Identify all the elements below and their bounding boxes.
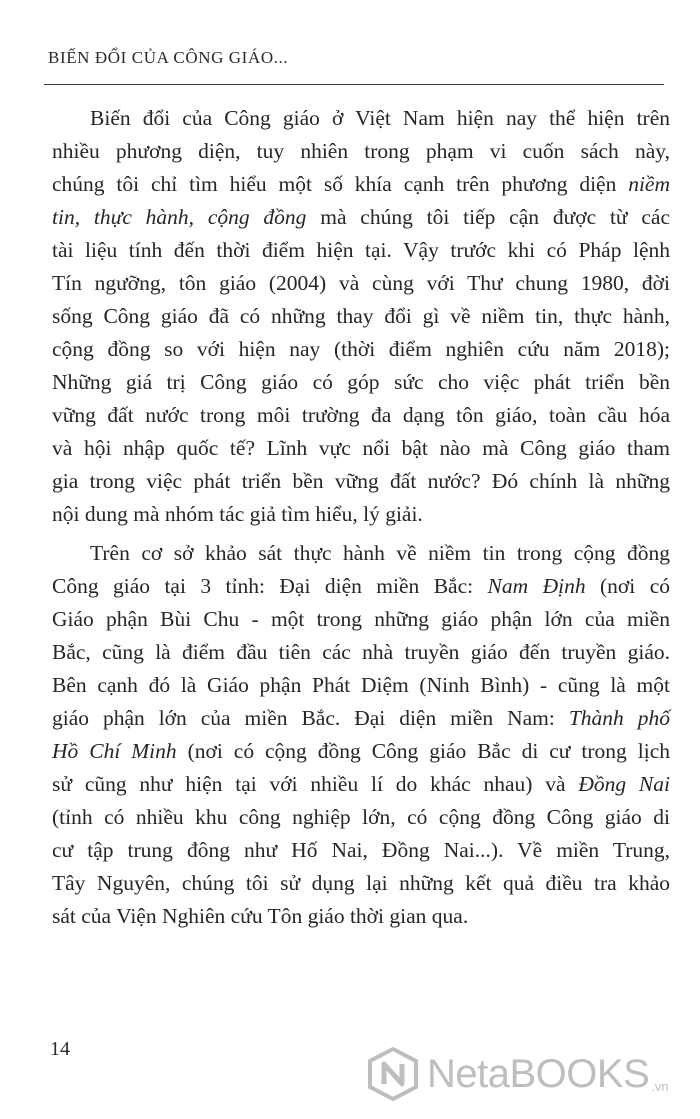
paragraph-1 [52,102,670,531]
text-line: (tỉnh có nhiều khu công nghiệp lớn, có cộng đồng Công giáo di [52,805,670,829]
page-number: 14 [50,1038,70,1060]
header-rule [44,84,664,85]
italic-run: Đồng Nai [578,772,670,796]
text-line: Giáo phận Bùi Chu - một trong những giáo phận lớn của miền [52,607,670,631]
text-line: cư tập trung đông như Hố Nai, Đồng Nai...). Về miền Trung, [52,838,670,862]
text-run: chúng tôi chỉ tìm hiểu một số khía cạnh trên phương diện [52,172,629,196]
text-line: Tây Nguyên, chúng tôi sử dụng lại những kết quả điều tra khảo [52,871,670,895]
text-line: nhiều phương diện, tuy nhiên trong phạm vi cuốn sách này, [52,139,670,163]
netabooks-logo-icon [365,1046,421,1102]
text-line: Tín ngưỡng, tôn giáo (2004) và cùng với Thư chung 1980, đời [52,271,670,295]
text-line [52,768,670,801]
text-line [52,570,670,603]
netabooks-watermark [365,1046,669,1102]
text-line [52,201,670,234]
text-line: nội dung mà nhóm tác giả tìm hiểu, lý giải. [52,502,423,526]
paragraph-2 [52,537,670,933]
running-header: BIẾN ĐỔI CỦA CÔNG GIÁO... [48,48,289,67]
text-run: (nơi có [585,574,670,598]
italic-run: tin, thực hành, cộng đồng [52,205,307,229]
text-run: giáo phận lớn của miền Bắc. Đại diện miền Nam: [52,706,569,730]
text-run: sử cũng như hiện tại với nhiều lí do khác nhau) và [52,772,579,796]
text-line: Trên cơ sở khảo sát thực hành về niềm tin trong cộng đồng [90,541,670,565]
text-run: mà chúng tôi tiếp cận được từ các [306,205,670,229]
italic-run: Hồ Chí Minh [52,739,177,763]
text-line [52,735,670,768]
watermark-brand: NetaBOOKS [427,1051,650,1096]
body-text [52,102,670,933]
text-line [52,168,670,201]
text-line: cộng đồng so với hiện nay (thời điểm nghiên cứu năm 2018); [52,337,670,361]
text-line: sát của Viện Nghiên cứu Tôn giáo thời gian qua. [52,904,469,928]
text-run: (nơi có cộng đồng Công giáo Bắc di cư trong lịch [176,739,670,763]
text-line [52,702,670,735]
italic-run: niềm [628,172,670,196]
text-line: tài liệu tính đến thời điểm hiện tại. Vậy trước khi có Pháp lệnh [52,238,670,262]
text-line: Bắc, cũng là điểm đầu tiên các nhà truyền giáo đến truyền giáo. [52,640,670,664]
text-line: vững đất nước trong môi trường đa dạng tôn giáo, toàn cầu hóa [52,403,670,427]
text-run: Công giáo tại 3 tỉnh: Đại diện miền Bắc: [52,574,488,598]
text-line: Bên cạnh đó là Giáo phận Phát Diệm (Ninh Bình) - cũng là một [52,673,670,697]
text-line: Biến đổi của Công giáo ở Việt Nam hiện nay thể hiện trên [90,106,670,130]
text-line: và hội nhập quốc tế? Lĩnh vực nổi bật nào mà Công giáo tham [52,436,670,460]
text-line: sống Công giáo đã có những thay đổi gì về niềm tin, thực hành, [52,304,670,328]
watermark-suffix: .vn [651,1079,669,1094]
text-line: gia trong việc phát triển bền vững đất nước? Đó chính là những [52,469,670,493]
italic-run: Thành phố [568,706,670,730]
text-line: Những giá trị Công giáo có góp sức cho việc phát triển bền [52,370,670,394]
italic-run: Nam Định [487,574,586,598]
